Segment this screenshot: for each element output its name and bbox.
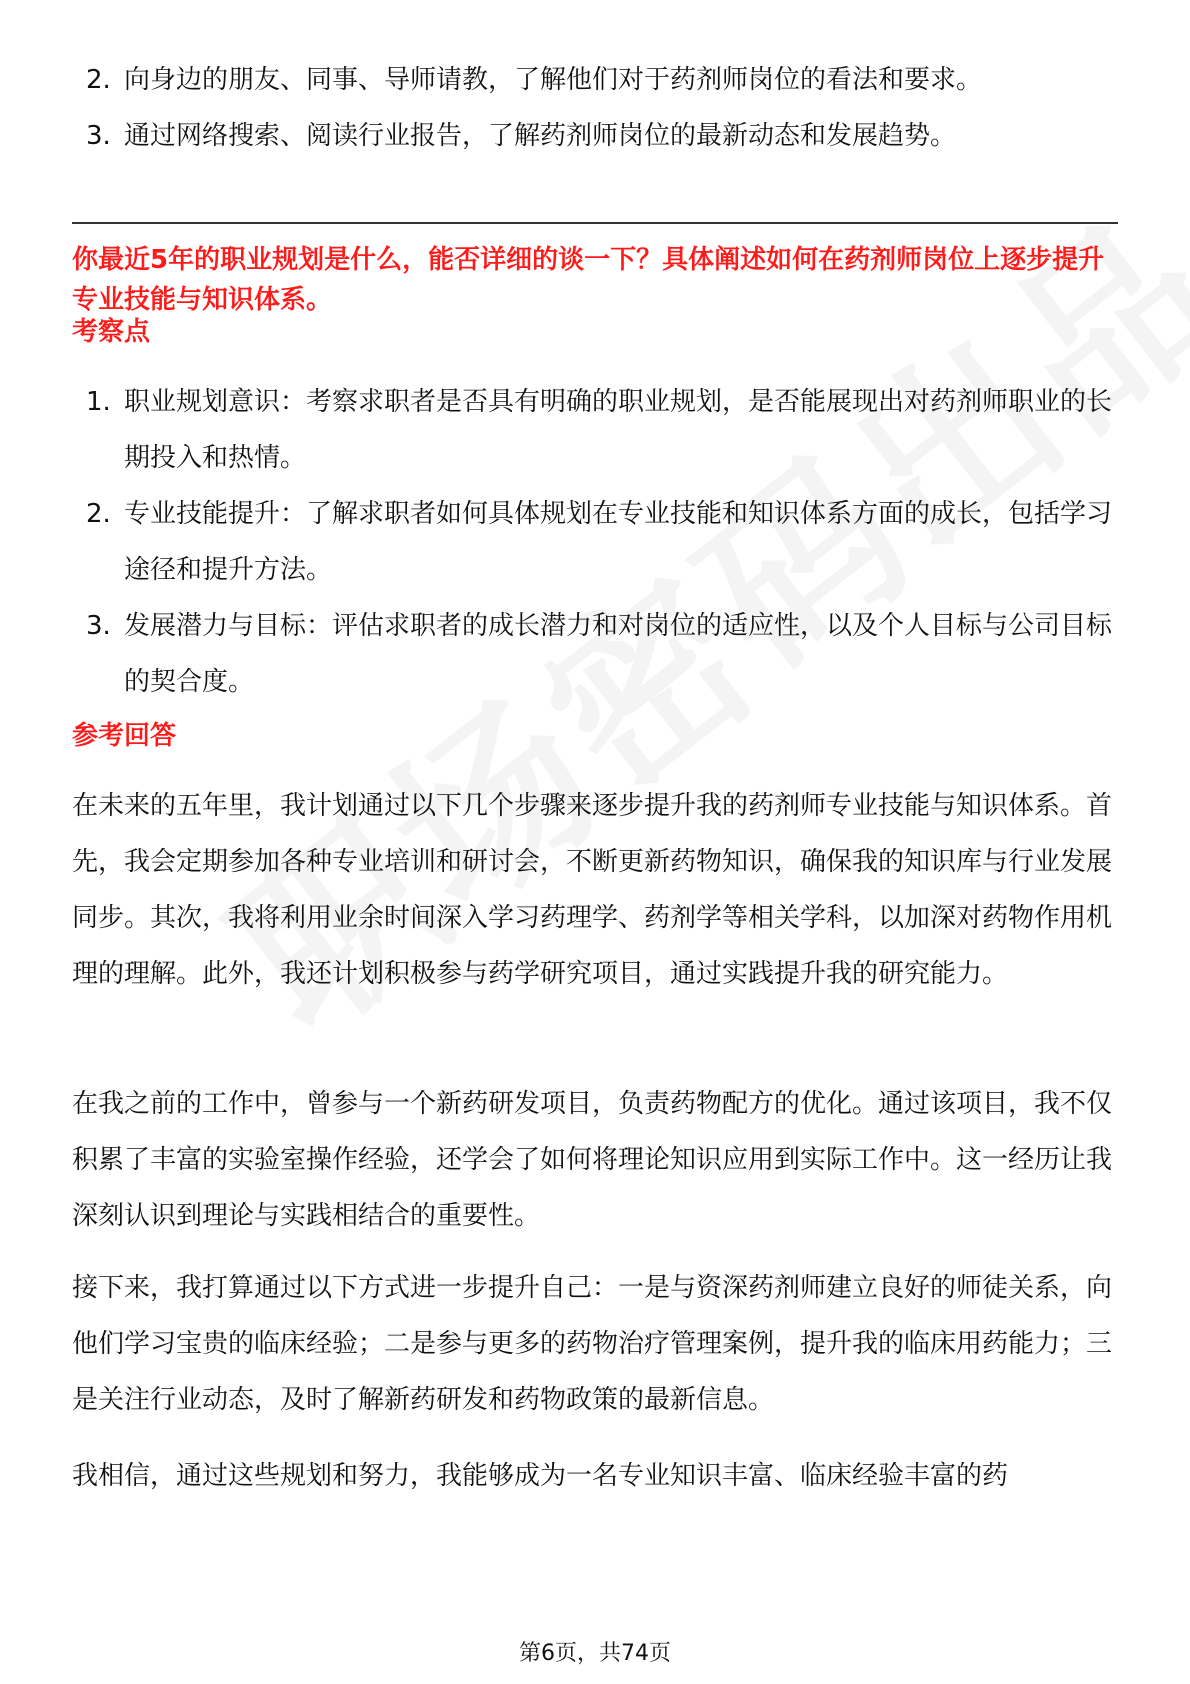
assessment-list: [72, 374, 1112, 710]
reference-answer-title: 参考回答: [72, 721, 177, 751]
list-item-text: 职业规划意识：考察求职者是否具有明确的职业规划，是否能展现出对药剂师职业的长期投入和热情。: [124, 387, 1113, 473]
list-item: [72, 52, 1112, 108]
section-divider: [72, 222, 1118, 224]
top-list: [72, 52, 1112, 164]
page-number: 第6页，共74页: [519, 1641, 671, 1666]
answer-paragraph: 接下来，我打算通过以下方式进一步提升自己：一是与资深药剂师建立良好的师徒关系，向他们学习宝贵的临床经验；二是参与更多的药物治疗管理案例，提升我的临床用药能力；三是关注行业动态，及时了解新药研发和药物政策的最新信息。: [72, 1273, 1113, 1415]
list-item: [72, 108, 1112, 164]
list-item: [72, 374, 1112, 486]
answer-paragraph: 在我之前的工作中，曾参与一个新药研发项目，负责药物配方的优化。通过该项目，我不仅积累了丰富的实验室操作经验，还学会了如何将理论知识应用到实际工作中。这一经历让我深刻认识到理论与实践相结合的重要性。: [72, 1089, 1113, 1231]
list-item-number: 2.: [86, 499, 111, 529]
interview-question: 你最近5年的职业规划是什么，能否详细的谈一下？具体阐述如何在药剂师岗位上逐步提升专业技能与知识体系。: [72, 245, 1105, 315]
list-item: [72, 486, 1112, 598]
answer-paragraph: 我相信，通过这些规划和努力，我能够成为一名专业知识丰富、临床经验丰富的药: [72, 1461, 1009, 1491]
list-item-number: 1.: [86, 387, 111, 417]
list-item: [72, 598, 1112, 710]
list-item-number: 2.: [86, 65, 111, 95]
list-item-text: 向身边的朋友、同事、导师请教，了解他们对于药剂师岗位的看法和要求。: [124, 65, 983, 95]
list-item-number: 3.: [86, 611, 111, 641]
list-item-text: 发展潜力与目标：评估求职者的成长潜力和对岗位的适应性，以及个人目标与公司目标的契合度。: [124, 611, 1113, 697]
list-item-number: 3.: [86, 121, 111, 151]
assessment-title: 考察点: [72, 317, 151, 347]
list-item-text: 通过网络搜索、阅读行业报告，了解药剂师岗位的最新动态和发展趋势。: [124, 121, 957, 151]
list-item-text: 专业技能提升：了解求职者如何具体规划在专业技能和知识体系方面的成长，包括学习途径和提升方法。: [124, 499, 1113, 585]
answer-paragraph: 在未来的五年里，我计划通过以下几个步骤来逐步提升我的药剂师专业技能与知识体系。首先，我会定期参加各种专业培训和研讨会，不断更新药物知识，确保我的知识库与行业发展同步。其次，我将利用业余时间深入学习药理学、药剂学等相关学科，以加深对药物作用机理的理解。此外，我还计划积极参与药学研究项目，通过实践提升我的研究能力。: [72, 791, 1113, 989]
